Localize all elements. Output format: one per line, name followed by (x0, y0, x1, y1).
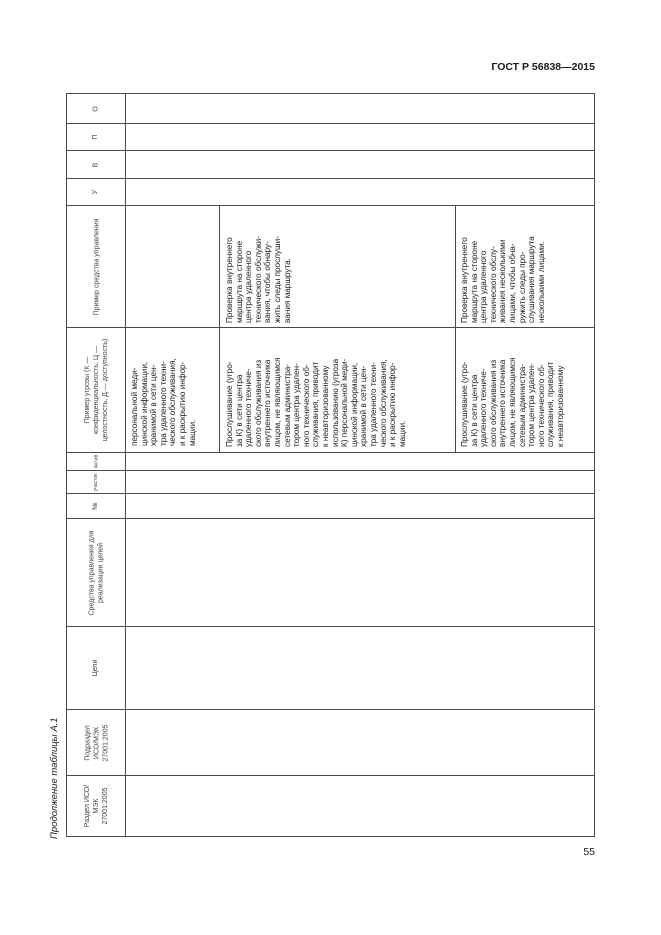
col-sep (66, 518, 595, 519)
table-caption: Продолжение таблицы А.1 (49, 717, 60, 839)
row-3-control: Проверка внутреннего маршрута на стороне центра удаленного технического обслу- живания несколькими лицами, чтобы обна- ружить следы про- слушивания маршрута несколькими лицами. (460, 235, 546, 323)
row-3-threat: Прослушивание (угро- за К) в сети центра удаленного техниче- ского обслуживания из внутреннего источника лицом, не являющимся сетевым администра- тором центра удален- ного технического об- служивания, приводит к неавторизованному (460, 357, 565, 447)
header-cell-control-example: Пример средства управления (92, 218, 100, 315)
col-sep (66, 709, 595, 710)
header-cell-o: О (92, 105, 99, 112)
page-number: 55 (583, 846, 595, 858)
header-cell-section-area: участок (93, 473, 99, 491)
header-cell-v: В (92, 162, 99, 167)
col-sep (66, 775, 595, 776)
table-border-top (66, 93, 595, 94)
header-cell-number: № (92, 502, 99, 510)
col-sep (66, 123, 595, 124)
row-1-threat: персональной меди- цинской информации, хранимой в сети цен- тра удаленного техни- ческого обслуживания, и к раскрытию инфор- мации. (129, 358, 197, 446)
row-2-threat: Прослушивание (угро- за К) в сети центра удаленного техниче- ского обслуживания из внутреннего источника лицом, не являющимся сетевым администра- тором центра удален- ного технического об- служивания, приводит к неавторизованному использованию (угроза К) персональной меди- цинской информации, хранимой в сети цен- тра удаленного техни- ческого обслуживания, и к раскрытию инфор- мации. (224, 357, 407, 447)
table (66, 93, 595, 837)
col-sep (66, 493, 595, 494)
header-cell-threat-example: Пример угрозы (К — конфиденциальность; Ц — целостность, Д — доступность) (83, 338, 109, 442)
table-border-bottom (66, 836, 595, 837)
col-sep (66, 452, 595, 453)
standard-code: ГОСТ Р 56838—2015 (491, 61, 595, 73)
col-sep (66, 470, 595, 471)
row-2-control: Проверка внутреннего маршрута на стороне центра удаленного технического обслужи- вания, чтобы обнару- жить следы прослуши- вания маршрута. (224, 235, 292, 323)
header-cell-p: П (92, 134, 99, 140)
col-sep (66, 626, 595, 627)
header-cell-asset: Актив (93, 454, 99, 469)
header-cell-goals: Цели (92, 659, 99, 677)
header-cell-subsection: Подраздел ИСО/МЭК 27001:2005 (83, 724, 109, 761)
header-cell-u: У (92, 189, 99, 195)
header-cell-section: Раздел ИСО/МЭК 27001:2005 (83, 784, 109, 828)
col-sep (66, 178, 595, 179)
header-cell-controls: Средства управления для реализации целей (88, 529, 104, 616)
col-sep (66, 150, 595, 151)
